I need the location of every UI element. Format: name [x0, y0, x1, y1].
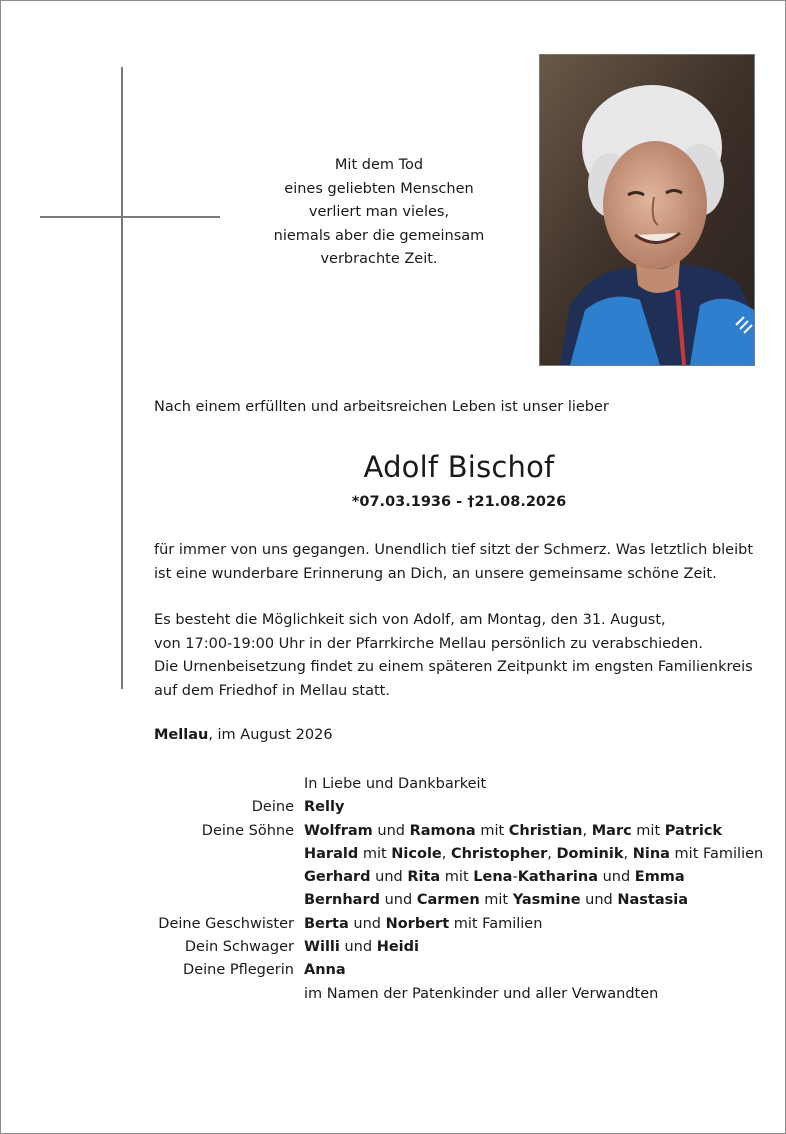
quote-line: eines geliebten Menschen — [284, 180, 474, 197]
mourner-connector: und — [339, 939, 377, 956]
mourner-connector: im Namen der Patenkinder und aller Verwandten — [304, 985, 659, 1002]
mourner-connector: und — [597, 869, 635, 886]
mourner-names — [304, 796, 344, 819]
mourner-name: Norbert — [385, 915, 450, 932]
mourner-connector: , — [547, 845, 557, 862]
mourner-row — [154, 889, 763, 912]
paragraph-line: Es besteht die Möglichkeit sich von Adolf, am Montag, den 31. August, — [154, 612, 666, 628]
mourner-connector: , — [441, 845, 451, 862]
mourner-name: Katharina — [517, 869, 598, 886]
mourner-names — [304, 889, 688, 912]
mourner-label: Deine Söhne — [201, 822, 294, 839]
mourner-name: Dominik — [556, 845, 624, 862]
mourner-connector: und — [372, 822, 410, 839]
mourner-name: Anna — [304, 962, 346, 979]
mourner-row — [154, 913, 763, 936]
paragraph-line: ist eine wunderbare Erinnerung an Dich, an unsere gemeinsame schöne Zeit. — [154, 565, 717, 582]
mourner-name: Christopher — [450, 845, 548, 862]
mourner-name: Gerhard — [304, 869, 371, 886]
mourner-row — [154, 936, 763, 959]
mourner-name: Marc — [591, 822, 632, 839]
mourner-name: Berta — [304, 915, 349, 932]
mourner-label — [154, 889, 304, 912]
mourner-name: Emma — [634, 869, 685, 886]
paragraph-farewell — [154, 539, 753, 586]
place-date-text: , im August 2026 — [208, 727, 333, 743]
mourner-names — [304, 936, 419, 959]
mourner-row — [154, 820, 763, 843]
mourner-connector: mit Familien — [669, 845, 764, 862]
mourner-label: Deine Geschwister — [158, 915, 294, 932]
mourner-row — [154, 773, 763, 796]
quote-line: verliert man vieles, — [308, 204, 450, 220]
memorial-quote — [250, 154, 508, 272]
mourner-label — [154, 866, 304, 889]
mourner-connector: - — [512, 869, 518, 886]
paragraph-line: von 17:00-19:00 Uhr in der Pfarrkirche Mellau persönlich zu verabschieden. — [154, 635, 703, 652]
mourner-connector: mit Familien — [449, 915, 543, 932]
place-city: Mellau — [154, 727, 209, 743]
deceased-name: Adolf Bischof — [363, 450, 555, 484]
mourner-names — [304, 913, 542, 936]
mourner-name: Bernhard — [304, 892, 380, 909]
mourner-name: Patrick — [664, 822, 723, 839]
mourner-names — [304, 773, 486, 796]
mourners-list — [154, 773, 763, 1006]
life-dates: *07.03.1936 - †21.08.2026 — [351, 494, 567, 510]
cross-horizontal-bar — [40, 216, 220, 218]
mourner-name: Ramona — [409, 822, 476, 839]
mourner-row — [154, 796, 763, 819]
mourner-name: Relly — [304, 799, 345, 816]
mourner-name: Yasmine — [512, 892, 581, 909]
mourner-name: Nastasia — [617, 892, 689, 909]
mourner-connector: und — [370, 869, 408, 886]
mourner-connector: , — [582, 822, 592, 839]
mourner-row — [154, 959, 763, 982]
mourner-connector: mit — [631, 822, 665, 839]
mourner-connector: mit — [440, 869, 474, 886]
mourner-name: Nicole — [391, 845, 442, 862]
mourner-names — [304, 959, 346, 982]
paragraph-line: für immer von uns gegangen. Unendlich tief sitzt der Schmerz. Was letztlich bleibt — [154, 542, 754, 558]
mourner-row — [154, 843, 763, 866]
mourner-connector: In Liebe und Dankbarkeit — [304, 776, 487, 792]
mourner-name: Lena — [473, 869, 513, 886]
place-date — [154, 727, 333, 743]
mourner-row — [154, 866, 763, 889]
mourner-name: Nina — [632, 845, 670, 862]
quote-line: verbrachte Zeit. — [320, 251, 438, 267]
mourner-connector: mit — [479, 892, 513, 909]
mourner-name: Heidi — [376, 939, 419, 956]
quote-line: niemals aber die gemeinsam — [273, 227, 485, 244]
paragraph-line: Die Urnenbeisetzung findet zu einem späteren Zeitpunkt im engsten Familienkreis — [154, 659, 753, 675]
mourner-name: Rita — [407, 869, 441, 886]
mourner-connector: , — [623, 845, 633, 862]
paragraph-line: auf dem Friedhof in Mellau statt. — [154, 682, 390, 699]
portrait-photo — [539, 54, 755, 366]
mourner-names — [304, 843, 763, 866]
mourner-label — [154, 773, 304, 796]
mourner-label: Deine Pflegerin — [183, 962, 294, 979]
mourner-label: Deine — [251, 799, 294, 816]
mourner-names — [304, 866, 685, 889]
quote-line: Mit dem Tod — [334, 157, 424, 173]
mourner-label — [154, 983, 304, 1006]
mourner-connector: mit — [475, 822, 509, 839]
mourner-label: Dein Schwager — [184, 939, 294, 956]
mourner-names — [304, 820, 722, 843]
mourner-name: Harald — [304, 845, 359, 862]
mourner-connector: und — [580, 892, 618, 909]
mourner-label — [154, 843, 304, 866]
mourner-connector: und — [348, 915, 386, 932]
paragraph-arrangements — [154, 609, 753, 703]
mourner-name: Willi — [304, 939, 340, 956]
mourner-connector: mit — [358, 845, 392, 862]
cross-vertical-bar — [121, 67, 123, 689]
mourner-row — [154, 983, 763, 1006]
mourner-name: Carmen — [416, 892, 480, 909]
mourner-names — [304, 983, 658, 1006]
mourner-name: Christian — [508, 822, 583, 839]
mourner-name: Wolfram — [304, 822, 373, 839]
mourner-connector: und — [380, 892, 417, 909]
intro-text: Nach einem erfüllten und arbeitsreichen Leben ist unser lieber — [154, 399, 609, 415]
